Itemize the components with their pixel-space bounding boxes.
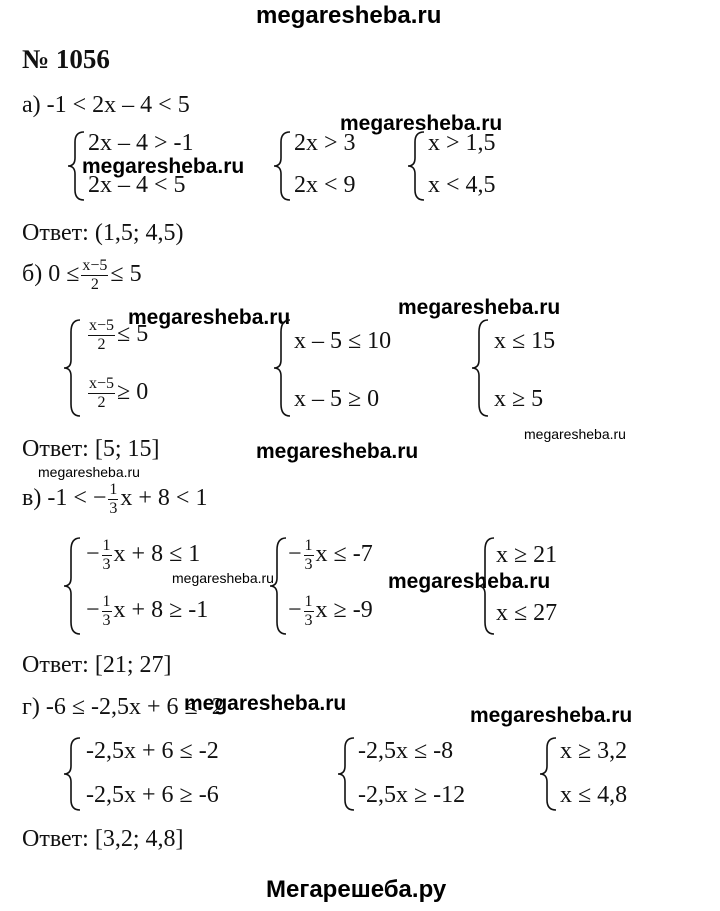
minus-sign: −	[288, 541, 302, 568]
fraction-denominator: 2	[97, 336, 106, 353]
a-s3-line1: x > 1,5	[428, 130, 496, 156]
watermark: megaresheba.ru	[340, 112, 503, 135]
answer-v: Ответ: [21; 27]	[22, 652, 172, 678]
watermark: megaresheba.ru	[470, 704, 633, 727]
footer-site: Мегарешеба.ру	[266, 876, 447, 903]
brace-v3	[476, 534, 498, 638]
problem-number: № 1056	[22, 44, 110, 74]
fraction-numerator: x−5	[82, 257, 108, 274]
g-s2-line1: -2,5x ≤ -8	[358, 738, 454, 764]
watermark: megaresheba.ru	[388, 570, 551, 593]
watermark: megaresheba.ru	[82, 155, 245, 178]
answer-g: Ответ: [3,2; 4,8]	[22, 826, 184, 852]
g-s3-line1: x ≥ 3,2	[560, 738, 628, 764]
answer-a: Ответ: (1,5; 4,5)	[22, 220, 184, 246]
fraction	[304, 594, 314, 629]
header-site: megaresheba.ru	[256, 2, 442, 29]
g-s1-line2: -2,5x + 6 ≥ -6	[86, 782, 219, 808]
watermark: megaresheba.ru	[398, 296, 561, 319]
fraction	[88, 318, 115, 353]
b-s1-line2	[86, 376, 148, 411]
watermark: megaresheba.ru	[38, 464, 140, 480]
a-s2-line2: 2x < 9	[294, 172, 356, 198]
fraction	[81, 258, 108, 293]
fraction	[88, 376, 115, 411]
brace-g3	[538, 734, 560, 814]
brace-b3	[470, 316, 492, 420]
task-v-prefix: в) -1 < −	[22, 485, 107, 512]
fraction-denominator: 2	[97, 394, 106, 411]
a-s1-line2: 2x – 4 < 5	[88, 172, 186, 198]
watermark: megaresheba.ru	[524, 426, 626, 442]
task-b-prefix: б) 0 ≤	[22, 261, 80, 288]
task-a: а) -1 < 2x – 4 < 5	[22, 92, 190, 118]
v-s2-line1-tail: x ≤ -7	[315, 541, 373, 568]
v-s1-line1	[86, 538, 200, 573]
fraction-denominator: 3	[102, 612, 111, 629]
fraction-denominator: 2	[90, 276, 99, 293]
b-s3-line1: x ≤ 15	[494, 328, 556, 354]
fraction-numerator: 1	[304, 537, 313, 554]
v-s3-line1: x ≥ 21	[496, 542, 558, 568]
task-b	[22, 258, 142, 293]
fraction	[304, 538, 314, 573]
g-s3-line2: x ≤ 4,8	[560, 782, 628, 808]
b-s1-line1-tail: ≤ 5	[117, 321, 149, 348]
b-s2-line2: x – 5 ≥ 0	[294, 386, 380, 412]
task-v	[22, 482, 207, 517]
fraction	[102, 538, 112, 573]
fraction-numerator: 1	[304, 593, 313, 610]
watermark: megaresheba.ru	[256, 440, 419, 463]
task-b-suffix: ≤ 5	[110, 261, 142, 288]
brace-g1	[62, 734, 84, 814]
fraction-denominator: 3	[304, 612, 313, 629]
brace-v2	[268, 534, 290, 638]
brace-g2	[336, 734, 358, 814]
fraction	[102, 594, 112, 629]
fraction-numerator: 1	[109, 481, 118, 498]
b-s3-line2: x ≥ 5	[494, 386, 544, 412]
fraction-denominator: 3	[109, 500, 118, 517]
brace-a2	[272, 128, 294, 204]
fraction-numerator: 1	[102, 537, 111, 554]
g-s1-line1: -2,5x + 6 ≤ -2	[86, 738, 219, 764]
brace-b1	[62, 316, 84, 420]
v-s1-line1-tail: x + 8 ≤ 1	[113, 541, 201, 568]
minus-sign: −	[86, 541, 100, 568]
fraction-numerator: x−5	[89, 375, 115, 392]
v-s1-line2	[86, 594, 208, 629]
a-s3-line2: x < 4,5	[428, 172, 496, 198]
a-s1-line1: 2x – 4 > -1	[88, 130, 194, 156]
answer-b: Ответ: [5; 15]	[22, 436, 160, 462]
fraction	[108, 482, 118, 517]
fraction-denominator: 3	[304, 556, 313, 573]
task-v-suffix: x + 8 < 1	[120, 485, 208, 512]
fraction-numerator: x−5	[89, 317, 115, 334]
brace-a3	[406, 128, 428, 204]
minus-sign: −	[86, 597, 100, 624]
v-s1-line2-tail: x + 8 ≥ -1	[113, 597, 209, 624]
v-s2-line2	[288, 594, 373, 629]
watermark: megaresheba.ru	[184, 692, 347, 715]
fraction-denominator: 3	[102, 556, 111, 573]
minus-sign: −	[288, 597, 302, 624]
a-s2-line1: 2x > 3	[294, 130, 356, 156]
brace-v1	[62, 534, 84, 638]
watermark: megaresheba.ru	[172, 570, 274, 586]
v-s3-line2: x ≤ 27	[496, 600, 558, 626]
g-s2-line2: -2,5x ≥ -12	[358, 782, 466, 808]
b-s2-line1: x – 5 ≤ 10	[294, 328, 392, 354]
v-s2-line2-tail: x ≥ -9	[315, 597, 373, 624]
v-s2-line1	[288, 538, 373, 573]
fraction-numerator: 1	[102, 593, 111, 610]
watermark: megaresheba.ru	[128, 306, 291, 329]
brace-b2	[272, 316, 294, 420]
task-g: г) -6 ≤ -2,5x + 6 ≤ -2	[22, 694, 224, 720]
b-s1-line2-tail: ≥ 0	[117, 379, 149, 406]
